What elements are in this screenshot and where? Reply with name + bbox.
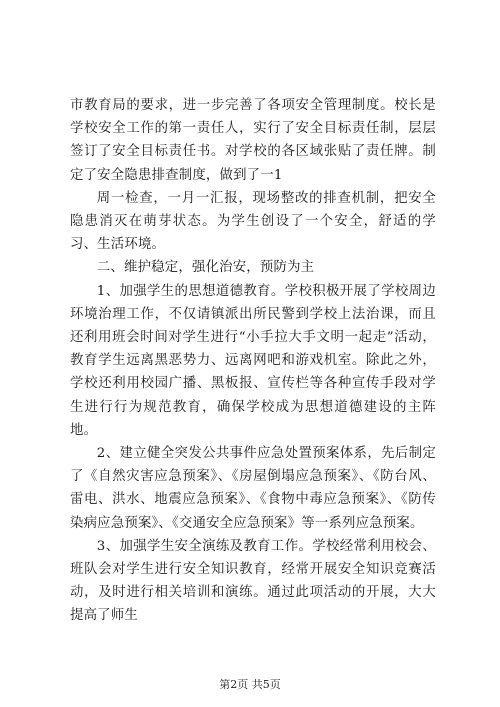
paragraph-continuation: 市教育局的要求，进一步完善了各项安全管理制度。校长是学校安全工作的第一责任人，实行了安全目标责任制，层层签订了安全目标责任书。对学校的各区域张贴了责任牌。制定了安全隐患排查制度，做到了一1: [70, 98, 436, 183]
paragraph-emergency-plans: 2、建立健全突发公共事件应急处置预案体系，先后制定了《自然灾害应急预案》、《房屋倒塌应急预案》、《防台风、雷电、洪水、地震应急预案》、《食物中毒应急预案》、《防传染病应急预案》、《交通安全应急预案》等一系列应急预案。: [70, 446, 436, 531]
document-body: [70, 94, 436, 628]
section-heading: 二、维护稳定，强化治安，预防为主: [96, 260, 315, 276]
paragraph-safety-drills: 3、加强学生安全演练及教育工作。学校经常利用校会、班队会对学生进行安全知识教育，经常开展安全知识竞赛活动，及时进行相关培训和演练。通过此项活动的开展，大大提高了师生: [70, 538, 436, 624]
page-number-footer: 第2页 共5页: [219, 678, 281, 691]
paragraph-moral-education: 1、加强学生的思想道德教育。学校积极开展了学校周边环境治理工作，不仅请镇派出所民警到学校上法治课，而且还利用班会时间对学生进行“小手拉大手文明一起走”活动，教育学生远离黑恶势力、远离网吧和游戏机室。除此之外，学校还利用校园广播、黑板报、宣传栏等各种宣传手段对学生进行行为规范教育，确保学校成为思想道德建设的主阵地。: [70, 283, 436, 438]
paragraph-inspection: 周一检查，一月一汇报，现场整改的排查机制，把安全隐患消灭在萌芽状态。为学生创设了一个安全，舒适的学习、生活环境。: [70, 190, 436, 253]
